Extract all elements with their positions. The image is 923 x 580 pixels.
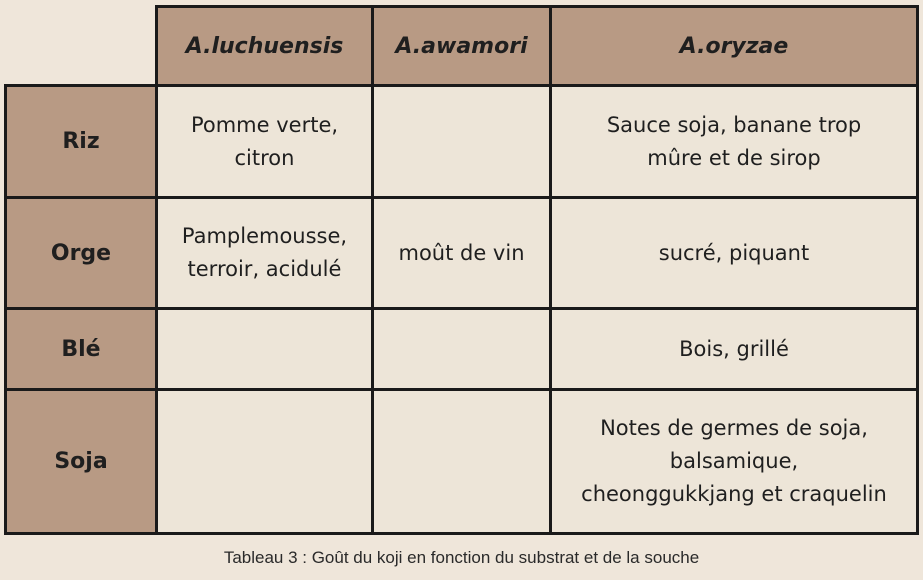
row-header-ble: Blé — [4, 310, 158, 391]
table-cell: sucré, piquant — [552, 199, 919, 310]
row-header-orge: Orge — [4, 199, 158, 310]
table-cell — [374, 310, 552, 391]
column-header-awamori: A.awamori — [374, 5, 552, 87]
table-cell — [374, 391, 552, 535]
table-cell: Notes de germes de soja, balsamique, cheonggukkjang et craquelin — [552, 391, 919, 535]
table-cell: Bois, grillé — [552, 310, 919, 391]
table-corner-cell — [4, 5, 158, 87]
table-cell — [158, 310, 374, 391]
column-header-oryzae: A.oryzae — [552, 5, 919, 87]
table-cell — [374, 87, 552, 199]
row-header-soja: Soja — [4, 391, 158, 535]
column-header-luchuensis: A.luchuensis — [158, 5, 374, 87]
table-cell — [158, 391, 374, 535]
row-header-riz: Riz — [4, 87, 158, 199]
table-cell: Pomme verte, citron — [158, 87, 374, 199]
table-cell: Sauce soja, banane trop mûre et de sirop — [552, 87, 919, 199]
table-cell: Pamplemousse, terroir, acidulé — [158, 199, 374, 310]
koji-taste-table — [4, 5, 919, 535]
table-caption: Tableau 3 : Goût du koji en fonction du substrat et de la souche — [223, 548, 700, 567]
table-cell: moût de vin — [374, 199, 552, 310]
